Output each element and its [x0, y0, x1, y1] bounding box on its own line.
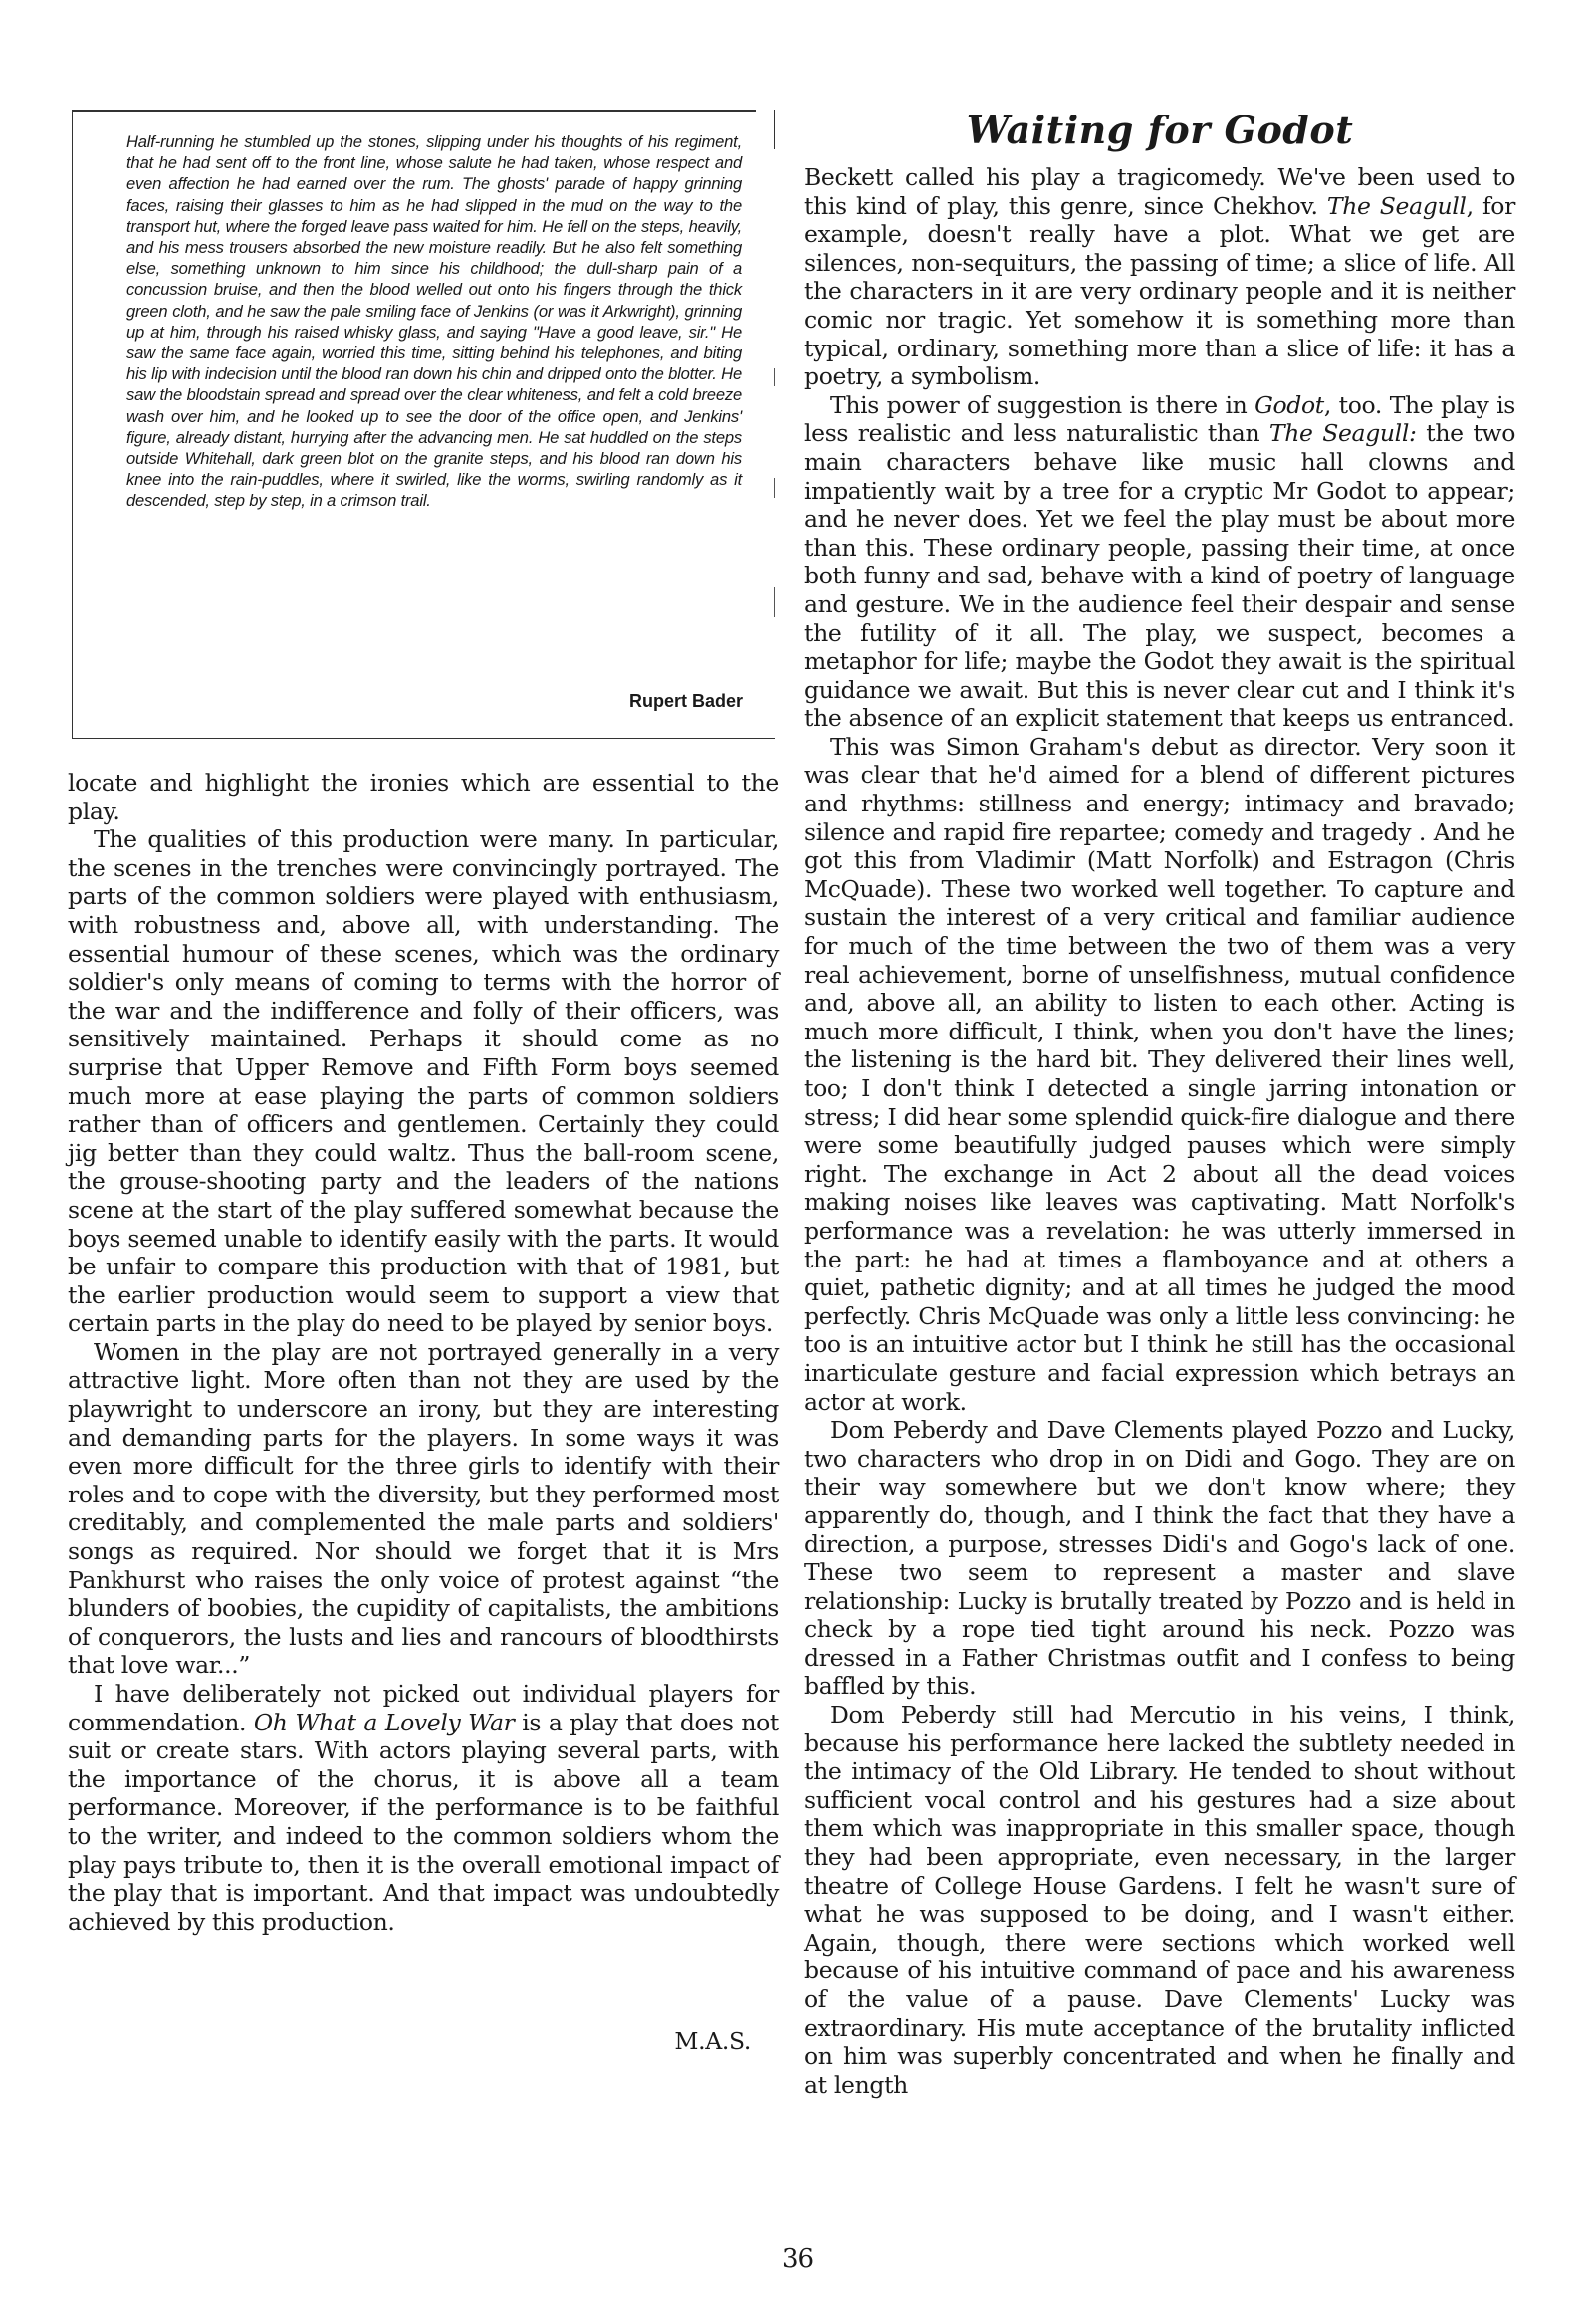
box-right-border-fragment — [774, 587, 776, 617]
text-run: the two main characters behave like music hall clowns and impatiently wait by a tree for a cryptic Mr Godot to appear; and he never does. Yet we feel the play must be about more than this. These ordinary people, passing their time, at once both funny and sad, behave with a kind of poetry of language and gesture. We in the audience feel their despair and sense the futility of it all. The play, we suspect, becomes a metaphor for life; maybe the Godot they await is the spiritual guidance we await. But this is never clear cut and I think it's the absence of an explicit statement that keeps us entranced. — [804, 419, 1515, 733]
text-run: Beckett called his play a tragicomedy. We've been used to this kind of play, this genre, since Chekhov. — [804, 163, 1515, 220]
paragraph — [68, 1680, 779, 1936]
paragraph — [804, 391, 1515, 733]
poem-box — [72, 110, 775, 739]
article-title: Waiting for Godot — [966, 108, 1354, 152]
poem-author: Rupert Bader — [628, 691, 743, 711]
review-text-left — [68, 769, 779, 1936]
review-text-right — [804, 163, 1515, 2099]
paragraph: locate and highlight the ironies which are essential to the play. — [68, 769, 779, 825]
play-title: Godot — [1254, 390, 1324, 419]
box-right-border-fragment — [774, 478, 776, 498]
text-run: I have deliberately not picked out individual players for commendation. — [68, 1680, 779, 1736]
play-title: The Seagull: — [1268, 419, 1417, 448]
paragraph: The qualities of this production were many. In particular, the scenes in the trenches were convincingly portrayed. The parts of the common soldiers were played with enthusiasm, with robustness and, above all, with understanding. The essential humour of these scenes, which was the ordinary soldier's only means of coming to terms with the horror of the war and the indifference and folly of their officers, was sensitively maintained. Perhaps it should come as no surprise that Upper Remove and Fifth Form boys seemed much more at ease playing the parts of common soldiers rather than of officers and gentlemen. Certainly they could jig better than they could waltz. Thus the ball-room scene, the grouse-shooting party and the leaders of the nations scene at the start of the play suffered somewhat because the boys seemed unable to identify easily with the parts. It would be unfair to compare this production with that of 1981, but the earlier production would seem to support a view that certain parts in the play do need to be played by senior boys. — [68, 825, 779, 1338]
play-title: The Seagull — [1326, 191, 1467, 220]
play-title: Oh What a Lovely War — [253, 1708, 515, 1736]
text-run: , too. The play is less realistic and less naturalistic than — [804, 390, 1515, 448]
box-top-border — [73, 110, 756, 112]
text-run: is a play that does not suit or create stars. With actors playing several parts, with the importance of the chorus, it is above all a team performance. Moreover, if the performance is to be faithful to the writer, and indeed to the common soldiers whom the play pays tribute to, then it is the overall emotional impact of the play that is important. And that impact was undoubtedly achieved by this production. — [68, 1708, 779, 1936]
box-right-border-fragment — [774, 368, 776, 386]
review-signature: M.A.S. — [674, 2027, 751, 2055]
poem-text: Half-running he stumbled up the stones, slipping under his thoughts of his regiment, that he had sent off to the front line, whose salute he had taken, whose respect and even affection he had earned over the rum. The ghosts' parade of happy grinning faces, raising their glasses to him as he had slipped in the mud on the way to the transport hut, where the forged leave pass waited for him. He fell on the steps, heavily, and his mess trousers absorbed the new moisture readily. But he also felt something else, something unknown to him since his childhood; the dull-sharp pain of a concussion bruise, and then the blood welled out onto his fingers through the thick green cloth, and he saw the pale smiling face of Jenkins (or was it Arkwright), grinning up at him, through his raised whisky glass, and saying "Have a good leave, sir." He saw the same face again, worried this time, sitting behind his telephones, and biting his lip with indecision until the blood ran down his chin and dripped onto the blotter. He saw the bloodstain spread and spread over the clear whiteness, and felt a cold breeze wash over him, and he looked up to see the door of the office open, and Jenkins' figure, already distant, hurrying after the advancing men. He sat huddled on the steps outside Whitehall, dark green blot on the granite steps, and his blood ran down his knee into the rain-puddles, where it swirled, like the worms, swirling randomly as it descended, step by step, in a crimson trail. — [126, 132, 742, 511]
page-number: 36 — [781, 2244, 815, 2274]
paragraph: Women in the play are not portrayed generally in a very attractive light. More often than not they are used by the playwright to underscore an irony, but they are interesting and demanding parts for the players. In some ways it was even more difficult for the three girls to identify with their roles and to cope with the diversity, but they performed most creditably, and complemented the male parts and soldiers' songs as required. Nor should we forget that it is Mrs Pankhurst who raises the only voice of protest against “the blunders of boobies, the cupidity of capitalists, the ambitions of conquerors, the lusts and lies and rancours of bloodthirsts that love war...” — [68, 1337, 779, 1680]
paragraph: This was Simon Graham's debut as director. Very soon it was clear that he'd aimed for a blend of different pictures and rhythms: stillness and energy; intimacy and bravado; silence and rapid fire repartee; comedy and tragedy . And he got this from Vladimir (Matt Norfolk) and Estragon (Chris McQuade). These two worked well together. To capture and sustain the interest of a very critical and familiar audience for much of the time between the two of them was a very real achievement, borne of unselfishness, mutual confidence and, above all, an ability to listen to each other. Acting is much more difficult, I think, when you don't have the lines; the listening is the hard bit. They delivered their lines well, too; I don't think I detected a single jarring intonation or stress; I did hear some splendid quick-fire dialogue and there were some beautifully judged pauses which were simply right. The exchange in Act 2 about all the dead voices making noises like leaves was captivating. Matt Norfolk's performance was a revelation: he was utterly immersed in the part: he had at times a flamboyance and at others a quiet, pathetic dignity; and at all times he judged the mood perfectly. Chris McQuade was only a little less convincing: he too is an intuitive actor but I think he still has the occasional inarticulate gesture and facial expression which betrays an actor at work. — [804, 732, 1515, 1416]
paragraph: Dom Peberdy and Dave Clements played Pozzo and Lucky, two characters who drop in on Didi and Gogo. They are on their way somewhere but we don't know where; they apparently do, though, and I think the fact that they have a direction, a purpose, stresses Didi's and Gogo's lack of one. These two seem to represent a master and slave relationship: Lucky is brutally treated by Pozzo and is held in check by a rope tied tight around his neck. Pozzo was dressed in a Father Christmas outfit and I confess to being baffled by this. — [804, 1416, 1515, 1701]
text-run: This power of suggestion is there in — [830, 390, 1255, 419]
paragraph: Dom Peberdy still had Mercutio in his veins, I think, because his performance here lacked the subtlety needed in the intimacy of the Old Library. He tended to shout without sufficient vocal control and his gestures had a size about them which was inappropriate in this smaller space, though they had been appropriate, even necessary, in the larger theatre of College House Gardens. I felt he wasn't sure of what he was supposed to be doing, and I wasn't either. Again, though, there were sections which worked well because of his intuitive command of pace and his awareness of the value of a pause. Dave Clements' Lucky was extraordinary. His mute acceptance of the brutality inflicted on him was superbly concentrated and when he finally and at length — [804, 1701, 1515, 2099]
box-right-border — [774, 110, 776, 149]
paragraph — [804, 163, 1515, 391]
text-run: , for example, doesn't really have a plot. What we get are silences, non-sequiturs, the passing of time; a slice of life. All the characters in it are very ordinary people and it is neither comic nor tragic. Yet somehow it is something more than typical, ordinary, something more than a slice of life: it has a poetry, a symbolism. — [804, 191, 1515, 391]
